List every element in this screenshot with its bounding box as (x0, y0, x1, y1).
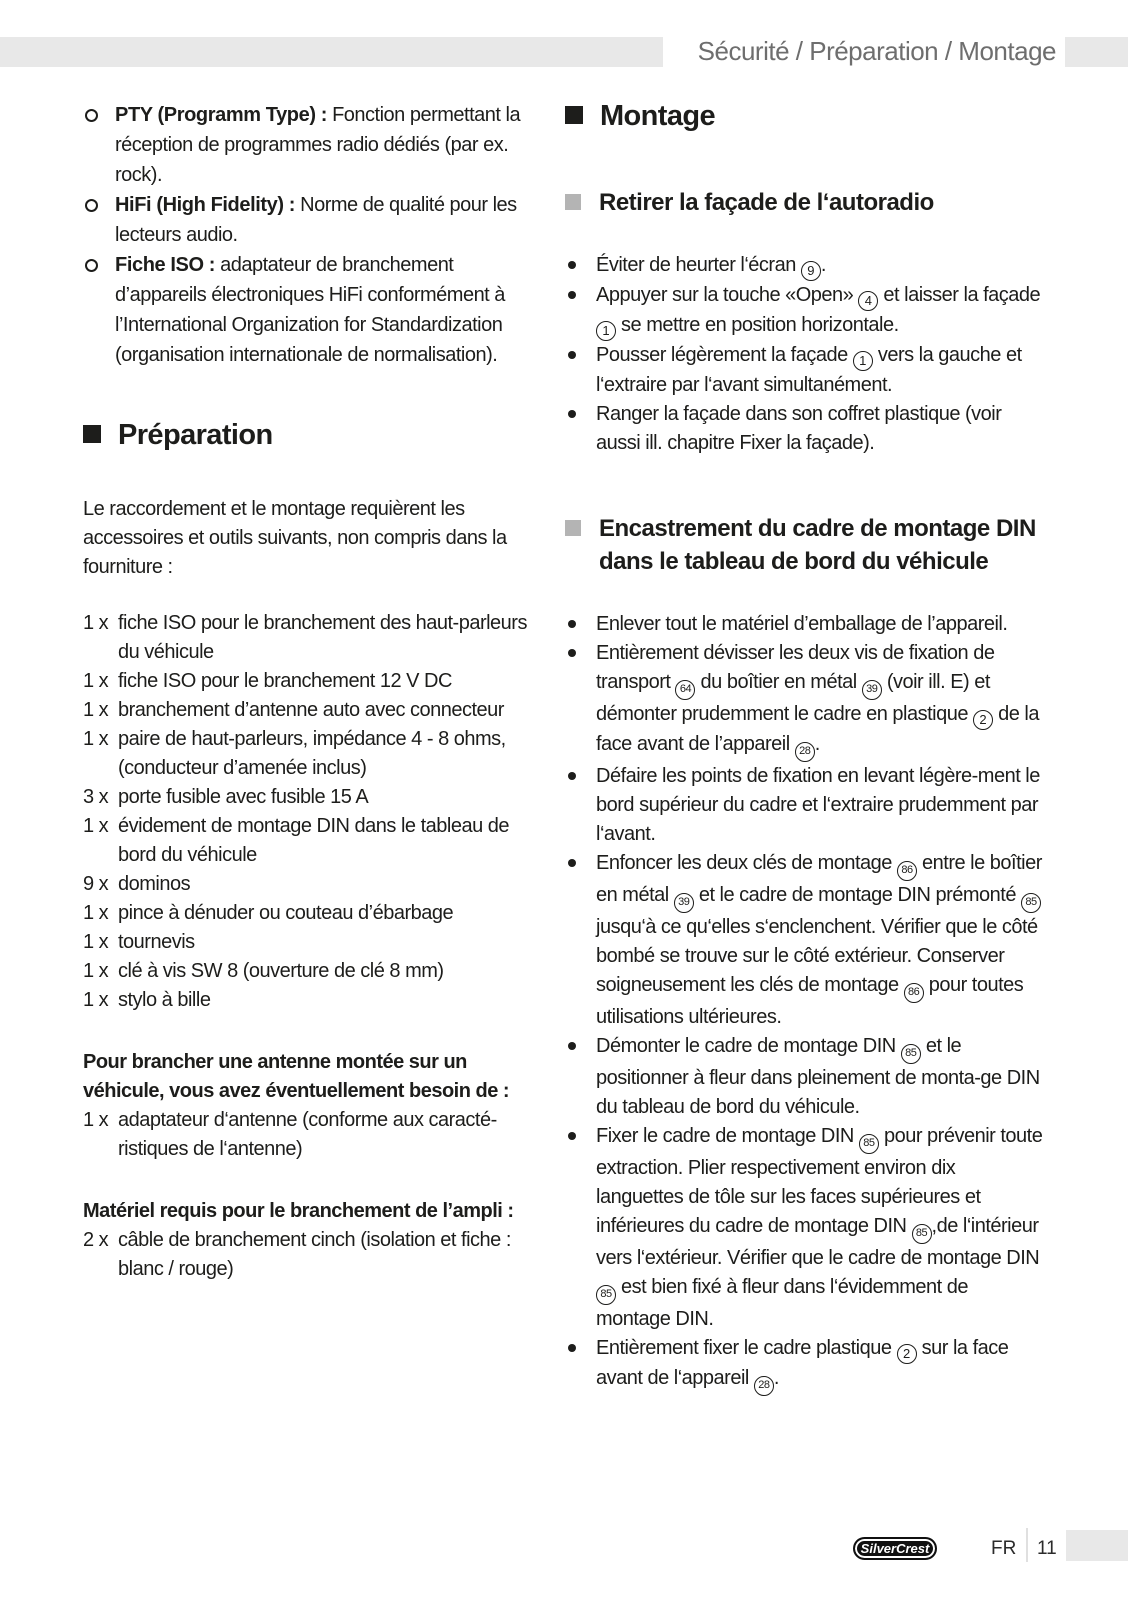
quantity: 9 x (83, 873, 109, 895)
subsections-container (565, 186, 1043, 1396)
bullet-dot-icon (568, 1042, 576, 1050)
bullet-text: Ranger la façade dans son coffret plastique (voir aussi ill. chapitre Fixer la façade). (596, 403, 1002, 454)
bullet-item (565, 1032, 1043, 1122)
item-text: porte fusible avec fusible 15 A (118, 786, 369, 808)
bullet-item (565, 400, 1043, 458)
bullet-text: Enlever tout le matériel d’emballage de l’appareil. (596, 613, 1008, 635)
circled-ref: 1 (853, 351, 873, 371)
bullet-item (565, 281, 1043, 341)
item-text: adaptateur d‘antenne (conforme aux caracté-ristiques de l‘antenne) (118, 1109, 497, 1160)
bullet-dot-icon (568, 1344, 576, 1352)
footer-right-block (1066, 1530, 1128, 1561)
bullet-dot-icon (568, 649, 576, 657)
definition-item (83, 100, 535, 190)
footer-divider (1026, 1528, 1028, 1562)
subsection-title (565, 186, 1043, 219)
circled-ref: 64 (675, 680, 695, 700)
bullet-text: Fixer le cadre de montage DIN 85 pour prévenir toute extraction. Plier respectivement environ dix languettes de tôle sur les faces supérieures et inférieures du cadre de montage DIN 85 ,de l‘intérieur vers l‘extérieur. Vérifier que le cadre de montage DIN 85 est bien fixé à fleur dans l‘évidemment de montage DIN. (596, 1125, 1043, 1330)
bullet-list (565, 610, 1043, 1396)
definition-text: HiFi (High Fidelity) : Norme de qualité pour les lecteurs audio. (115, 194, 517, 246)
circled-ref: 2 (897, 1344, 917, 1364)
definition-item (83, 250, 535, 370)
bullet-text: Appuyer sur la touche «Open» 4 et laisser la façade 1 se mettre en position horizontale. (596, 284, 1040, 336)
circled-ref: 85 (596, 1285, 616, 1305)
subsection (565, 186, 1043, 458)
item-text: paire de haut-parleurs, impédance 4 - 8 ohms, (conducteur d’amenée inclus) (118, 728, 506, 779)
section-title: Préparation (118, 419, 273, 451)
definition-text: PTY (Programm Type) : Fonction permettant la réception de programmes radio dédiés (par ex. rock). (115, 104, 521, 186)
circled-ref: 9 (801, 261, 821, 281)
quantity-item (83, 696, 535, 725)
quantity: 1 x (83, 728, 109, 750)
quantity-item (83, 812, 535, 870)
quantity-item (83, 609, 535, 667)
bullet-dot-icon (568, 620, 576, 628)
circled-ref: 85 (912, 1224, 932, 1244)
definition-term: HiFi (High Fidelity) : (115, 194, 296, 216)
circled-ref: 1 (596, 321, 616, 341)
quantity: 1 x (83, 815, 109, 837)
header-right-block (1065, 37, 1128, 67)
supplies-list (83, 609, 535, 1015)
quantity-item (83, 928, 535, 957)
item-text: tournevis (118, 931, 195, 953)
quantity: 1 x (83, 1109, 109, 1131)
quantity-item (83, 667, 535, 696)
circled-ref: 85 (859, 1134, 879, 1154)
item-text: dominos (118, 873, 191, 895)
circled-ref: 28 (754, 1376, 774, 1396)
bullet-dot-icon (568, 1132, 576, 1140)
antenna-items-list (83, 1106, 535, 1164)
quantity-item (83, 986, 535, 1015)
subsection-title (565, 512, 1043, 578)
gray-square-icon (565, 194, 581, 210)
amp-note-heading: Matériel requis pour le branchement de l’ampli : (83, 1200, 514, 1222)
quantity: 3 x (83, 786, 109, 808)
definition-term: PTY (Programm Type) : (115, 104, 328, 126)
right-column (565, 100, 1043, 1396)
quantity: 1 x (83, 902, 109, 924)
bullet-item (565, 762, 1043, 849)
item-text: fiche ISO pour le branchement des haut-parleurs du véhicule (118, 612, 527, 663)
quantity: 1 x (83, 989, 109, 1011)
definition-text: Fiche ISO : adaptateur de branchement d’appareils électroniques HiFi conformément à l’International Organization for Standardization (organisation internationale de normalisation). (115, 254, 505, 366)
item-text: stylo à bille (118, 989, 211, 1011)
bullet-text: Démonter le cadre de montage DIN 85 et le positionner à fleur dans pleinement de monta-ge DIN du tableau de bord du véhicule. (596, 1035, 1040, 1118)
amp-items-list (83, 1226, 535, 1284)
bullet-item (565, 341, 1043, 400)
circle-bullet-icon (85, 109, 98, 122)
quantity-item (83, 725, 535, 783)
circled-ref: 86 (904, 983, 924, 1003)
bullet-text: Défaire les points de fixation en levant légère-ment le bord supérieur du cadre et l‘extraire prudemment par l‘avant. (596, 765, 1040, 845)
definition-item (83, 190, 535, 250)
bullet-text: Éviter de heurter l‘écran 9 . (596, 254, 826, 276)
subsection (565, 512, 1043, 1396)
bullet-item (565, 610, 1043, 639)
subsection-title-text: Encastrement du cadre de montage DIN dans le tableau de bord du véhicule (599, 515, 1036, 575)
black-square-icon (83, 425, 101, 443)
silvercrest-logo (853, 1537, 937, 1560)
quantity-item (83, 783, 535, 812)
circled-ref: 28 (795, 742, 815, 762)
circle-bullet-icon (85, 259, 98, 272)
definition-term: Fiche ISO : (115, 254, 216, 276)
section-header-preparation (83, 419, 535, 451)
circled-ref: 2 (973, 710, 993, 730)
quantity: 1 x (83, 612, 109, 634)
bullet-dot-icon (568, 291, 576, 299)
quantity: 1 x (83, 670, 109, 692)
antenna-note-heading: Pour brancher une antenne montée sur un véhicule, vous avez éventuellement besoin de : (83, 1051, 510, 1102)
bullet-dot-icon (568, 261, 576, 269)
item-text: pince à dénuder ou couteau d’ébarbage (118, 902, 454, 924)
circled-ref: 86 (897, 861, 917, 881)
circled-ref: 39 (674, 893, 694, 913)
quantity-item (83, 899, 535, 928)
circled-ref: 39 (862, 680, 882, 700)
bullet-dot-icon (568, 859, 576, 867)
bullet-list (565, 251, 1043, 458)
bullet-text: Enfoncer les deux clés de montage 86 entre le boîtier en métal 39 et le cadre de montage DIN prémonté 85 jusqu‘à ce qu‘elles s‘enclenchent. Vérifier que le côté bombé se trouve sur le côté extérieur. Conserver soigneusement les clés de montage 86 pour toutes utilisations ultérieures. (596, 852, 1042, 1028)
quantity: 1 x (83, 960, 109, 982)
bullet-text: Entièrement dévisser les deux vis de fixation de transport 64 du boîtier en métal 39 (voir ill. E) et démonter prudemment le cadre en plastique 2 de la face avant de l’appareil 28 . (596, 642, 1039, 755)
quantity: 1 x (83, 699, 109, 721)
quantity: 2 x (83, 1229, 109, 1251)
bullet-dot-icon (568, 772, 576, 780)
definitions-list (83, 100, 535, 370)
gray-square-icon (565, 520, 581, 536)
quantity-item (83, 1226, 535, 1284)
section-title: Montage (600, 100, 716, 132)
header-bar (0, 37, 663, 67)
black-square-icon (565, 106, 583, 124)
item-text: branchement d’antenne auto avec connecteur (118, 699, 504, 721)
footer-page-number: 11 (1037, 1538, 1057, 1559)
bullet-item (565, 639, 1043, 762)
brand-name: SilverCrest (860, 1541, 930, 1556)
section-header-montage (565, 100, 1043, 132)
item-text: fiche ISO pour le branchement 12 V DC (118, 670, 452, 692)
bullet-item (565, 251, 1043, 281)
item-text: câble de branchement cinch (isolation et fiche : blanc / rouge) (118, 1229, 511, 1280)
bullet-item (565, 1334, 1043, 1396)
quantity-item (83, 870, 535, 899)
subsection-title-text: Retirer la façade de l‘autoradio (599, 189, 934, 216)
page-header-title: Sécurité / Préparation / Montage (697, 36, 1056, 66)
intro-paragraph: Le raccordement et le montage requièrent les accessoires et outils suivants, non compris dans la fourniture : (83, 498, 507, 578)
bullet-dot-icon (568, 351, 576, 359)
footer-language: FR (991, 1538, 1017, 1559)
quantity-item (83, 957, 535, 986)
circled-ref: 85 (901, 1044, 921, 1064)
item-text: évidement de montage DIN dans le tableau de bord du véhicule (118, 815, 509, 866)
quantity: 1 x (83, 931, 109, 953)
left-column (83, 100, 535, 1284)
bullet-text: Entièrement fixer le cadre plastique 2 sur la face avant de l‘appareil 28 . (596, 1337, 1008, 1389)
bullet-item (565, 849, 1043, 1032)
circle-bullet-icon (85, 199, 98, 212)
bullet-text: Pousser légèrement la façade 1 vers la gauche et l‘extraire par l‘avant simultanément. (596, 344, 1022, 396)
circled-ref: 85 (1021, 893, 1041, 913)
circled-ref: 4 (858, 291, 878, 311)
quantity-item (83, 1106, 535, 1164)
bullet-item (565, 1122, 1043, 1334)
bullet-dot-icon (568, 410, 576, 418)
item-text: clé à vis SW 8 (ouverture de clé 8 mm) (118, 960, 444, 982)
